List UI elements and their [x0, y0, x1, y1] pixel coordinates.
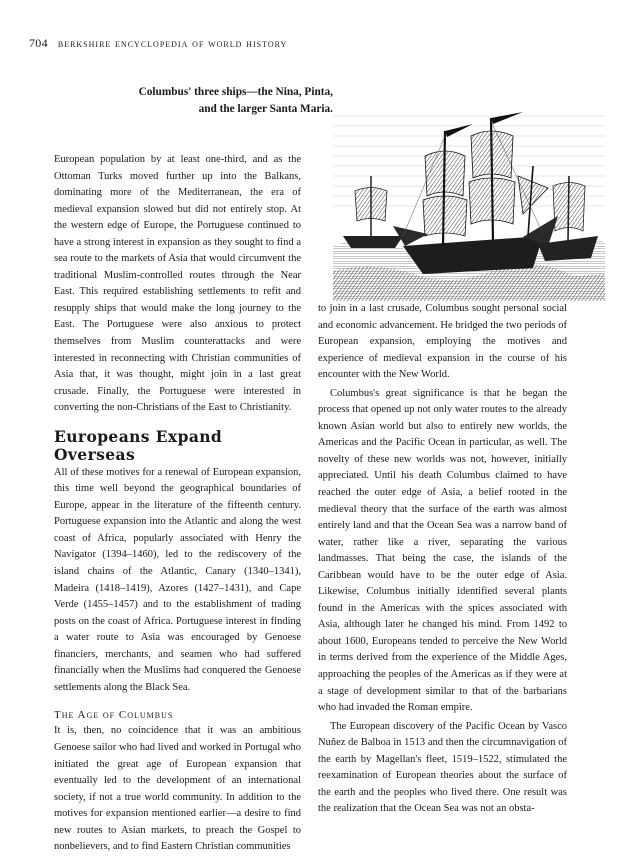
running-header	[29, 36, 589, 51]
paragraph: European population by at least one-third, and as the Ottoman Turks moved further up into the Balkans, dominating more of the Mediterranean, the era of medieval expansion slowed but did not entirely stop. At the western edge of Europe, the Portuguese continued to have a strong interest in expansion as they sought to find a sea route to the markets of Asia that would circumvent the traditional Muslim-controlled routes through the Near East. This required establishing settlements to refit and resupply ships that would make the long journey to the East. The Portuguese were also anxious to protect themselves from Muslim counterattacks and were interested in reconnecting with Christian communities of Asia that, it was thought, might join in a last great crusade. Finally, the Portuguese were interested in converting the non-Christians of the East to Christianity.	[54, 154, 301, 414]
paragraph: to join in a last crusade, Columbus sought personal social and economic advancement. He bridged the two periods of European expansion, employing the motives and experience of medieval expansion in the course of his encounter with the New World.	[318, 303, 567, 381]
section-heading: Europeans Expand Overseas	[54, 426, 223, 464]
figure-caption: Columbus' three ships—the Nina, Pinta, and the larger Santa Maria.	[138, 86, 333, 115]
running-title: berkshire encyclopedia of world history	[57, 38, 288, 50]
ships-engraving	[333, 96, 605, 301]
right-column	[318, 301, 567, 818]
paragraph: The European discovery of the Pacific Ocean by Vasco Nuñez de Balboa in 1513 and then the circumnavigation of the earth by Magellan's fleet, 1519–1522, stimulated the reexamination of European theories about the surface of the earth and the peoples who lived there. One result was the realization that the Ocean Sea was not an obsta-	[318, 720, 567, 815]
paragraph: All of these motives for a renewal of European expansion, this time well beyond the geographical boundaries of Europe, appear in the literature of the fifteenth century. Portuguese expansion into the Atlantic and along the west coast of Africa, popularly associated with Henry the Navigator (1394–1460), led to the rediscovery of the island chains of the Atlantic, Canary (1340–1341), Madeira (1418–1419), Azores (1427–1431), and Cape Verde (1455–1457) and to the establishment of trading posts on the coast of Africa. Portuguese interest in finding a water route to Asia was encouraged by Genoese financiers, merchants, and seamen who had suffered financially when the Muslims had conquered the Genoese settlements along the Black Sea.	[54, 466, 301, 693]
left-column	[54, 152, 301, 856]
paragraph: It is, then, no coincidence that it was an ambitious Genoese sailor who had lived and worked in Portugal who initiated the great age of European expansion that eventually led to the development of an international society, if not a true world community. In addition to the motives for expansion mentioned earlier—a desire to find new routes to Asian markets, to preach the Gospel to nonbelievers, and to find Eastern Christian communities	[54, 725, 301, 853]
ships-engraving-image	[333, 96, 605, 301]
subsection-heading: The Age of Columbus	[54, 709, 174, 722]
paragraph: Columbus's great significance is that he began the process that opened up not only water routes to the already known Asian world but also to entirely new worlds, the Americas and the Pacific Ocean in particular, as well. The novelty of these new worlds was not, however, initially appreciated. Until his death Columbus claimed to have reached the outer edge of Asia, a belief rooted in the medieval theory that the surface of the earth was almost entirely land and that the Ocean Sea was a narrow band of water, rather like a river, separating the various landmasses. That being the case, the islands of the Caribbean would have to be the outer edge of Asia. Likewise, Columbus initially identified several plants found in the Americas with the spices associated with Asia, although later he changed his mind. From 1492 to about 1600, Europeans tended to perceive the New World in terms derived from the experience of the Middle Ages, approaching the peoples of the Americas as if they were at a stage of development similar to that of the barbarians who had invaded the Roman empire.	[318, 387, 567, 714]
page-number: 704	[29, 36, 48, 50]
